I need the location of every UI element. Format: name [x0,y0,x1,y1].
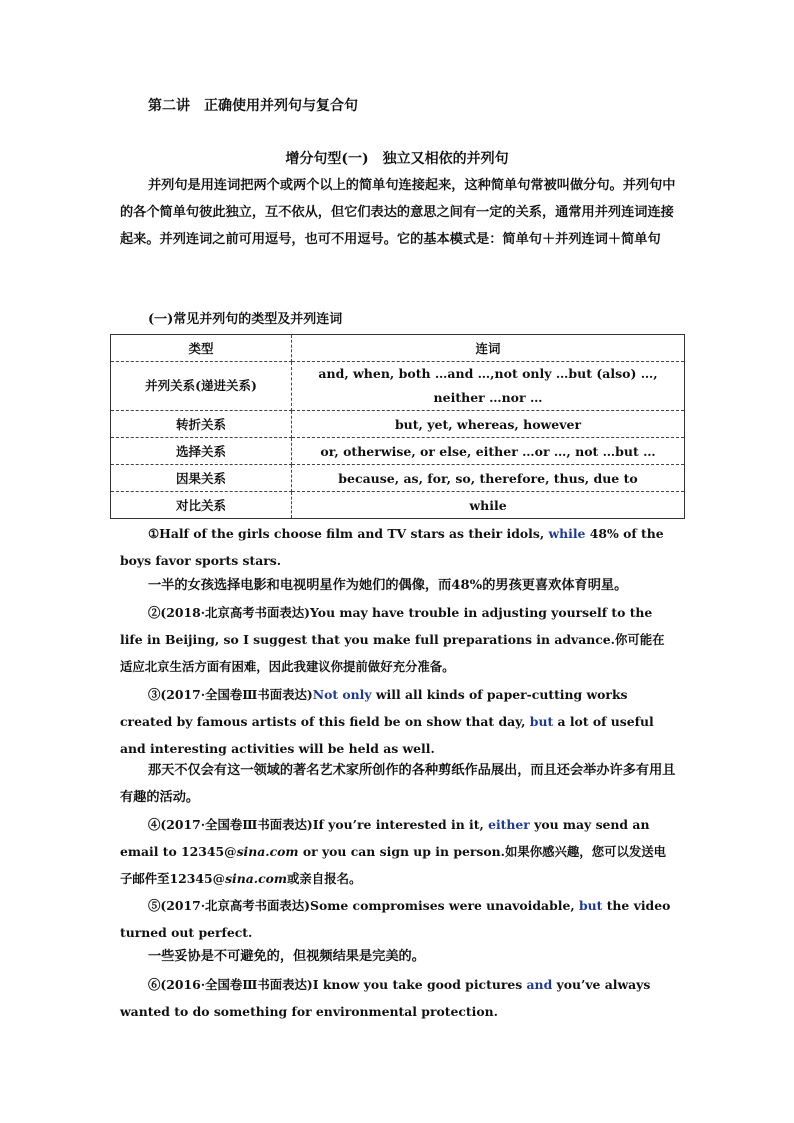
section-title: 增分句型(一) 独立又相依的并列句 [285,151,509,167]
example-text: will all kinds of paper-cutting works created by famous artists of this field be on show that day, [120,687,628,729]
row-conj: or, otherwise, or else, either …or …, not …but … [292,438,685,465]
row-conj [292,362,685,411]
example-source: ⑤(2017·北京高考书面表达)Some compromises were unavoidable, [148,898,579,913]
email-domain: sina.com [236,844,299,859]
row-conj-line: and, when, both …and …,not only …but (also) …, [318,366,658,381]
conjunction-highlight: but [529,714,554,729]
table-row [111,362,685,411]
example-source: ④(2017·全国卷Ⅲ书面表达)If you’re interested in it, [148,817,489,832]
example-text: a lot of useful and interesting activities will be held as well. [120,714,654,756]
row-conj: because, as, for, so, therefore, thus, due to [292,465,685,492]
example-4 [120,811,676,892]
conjunction-highlight: either [488,817,530,832]
table-row [111,492,685,519]
row-conj-line: neither …nor … [433,390,543,405]
example-text: you may send an email to 12345@ [120,817,650,859]
example-2: ②(2018·北京高考书面表达)You may have trouble in adjusting yourself to the life in Beijing, so I suggest that you make full preparations in advance.你可能在适应北京生活方面有困难，因此我建议你提前做好充分准备。 [120,605,665,674]
example-5 [120,892,676,946]
conjunction-highlight: Not only [312,687,372,702]
example-text: you’ve always wanted to do something for environmental protection. [120,977,651,1019]
table-row [111,465,685,492]
row-type: 转折关系 [111,411,292,438]
header-type: 类型 [111,335,292,362]
example-3 [120,681,676,762]
lecture-heading: 第二讲 正确使用并列句与复合句 [148,98,358,114]
row-type: 并列关系(递进关系) [111,362,292,411]
row-type: 选择关系 [111,438,292,465]
table-row [111,438,685,465]
intro-paragraph: 并列句是用连词把两个或两个以上的简单句连接起来，这种简单句常被叫做分句。并列句中的各个简单句彼此独立，互不依从，但它们表达的意思之间有一定的关系，通常用并列连词连接起来。并列连词之前可用逗号，也可不用逗号。它的基本模式是：简单句＋并列连词＋简单句 [120,178,676,247]
table-caption: (一)常见并列句的类型及并列连词 [148,312,343,327]
example-5-translation: 一些妥协是不可避免的，但视频结果是完美的。 [148,949,425,964]
table-header-row [111,335,685,362]
example-source: ⑥(2016·全国卷Ⅲ书面表达)I know you take good pictures [148,977,527,992]
row-conj: while [292,492,685,519]
example-text: the video turned out perfect. [120,898,671,940]
header-conj: 连词 [292,335,685,362]
email-domain: sina.com [225,871,288,886]
example-3-translation: 那天不仅会有这一领域的著名艺术家所创作的各种剪纸作品展出，而且还会举办许多有用且有趣的活动。 [120,763,676,805]
row-type: 因果关系 [111,465,292,492]
table-row [111,411,685,438]
conjunction-table [110,334,685,519]
example-text: 48% of the boys favor sports stars. [120,526,664,568]
example-text: ①Half of the girls choose film and TV stars as their idols, [148,526,549,541]
row-conj: but, yet, whereas, however [292,411,685,438]
conjunction-highlight: but [578,898,603,913]
example-1-translation: 一半的女孩选择电影和电视明星作为她们的偶像，而48%的男孩更喜欢体育明星。 [148,578,628,593]
conjunction-highlight: and [526,977,553,992]
conjunction-highlight: while [548,526,586,541]
row-type: 对比关系 [111,492,292,519]
example-text: 或亲自报名。 [287,871,362,886]
example-6 [120,971,676,1025]
example-1 [120,520,676,574]
example-text: or you can sign up in person.如果你感兴趣，您可以发送电子邮件至12345@ [120,844,667,886]
example-source: ③(2017·全国卷Ⅲ书面表达) [148,687,313,702]
